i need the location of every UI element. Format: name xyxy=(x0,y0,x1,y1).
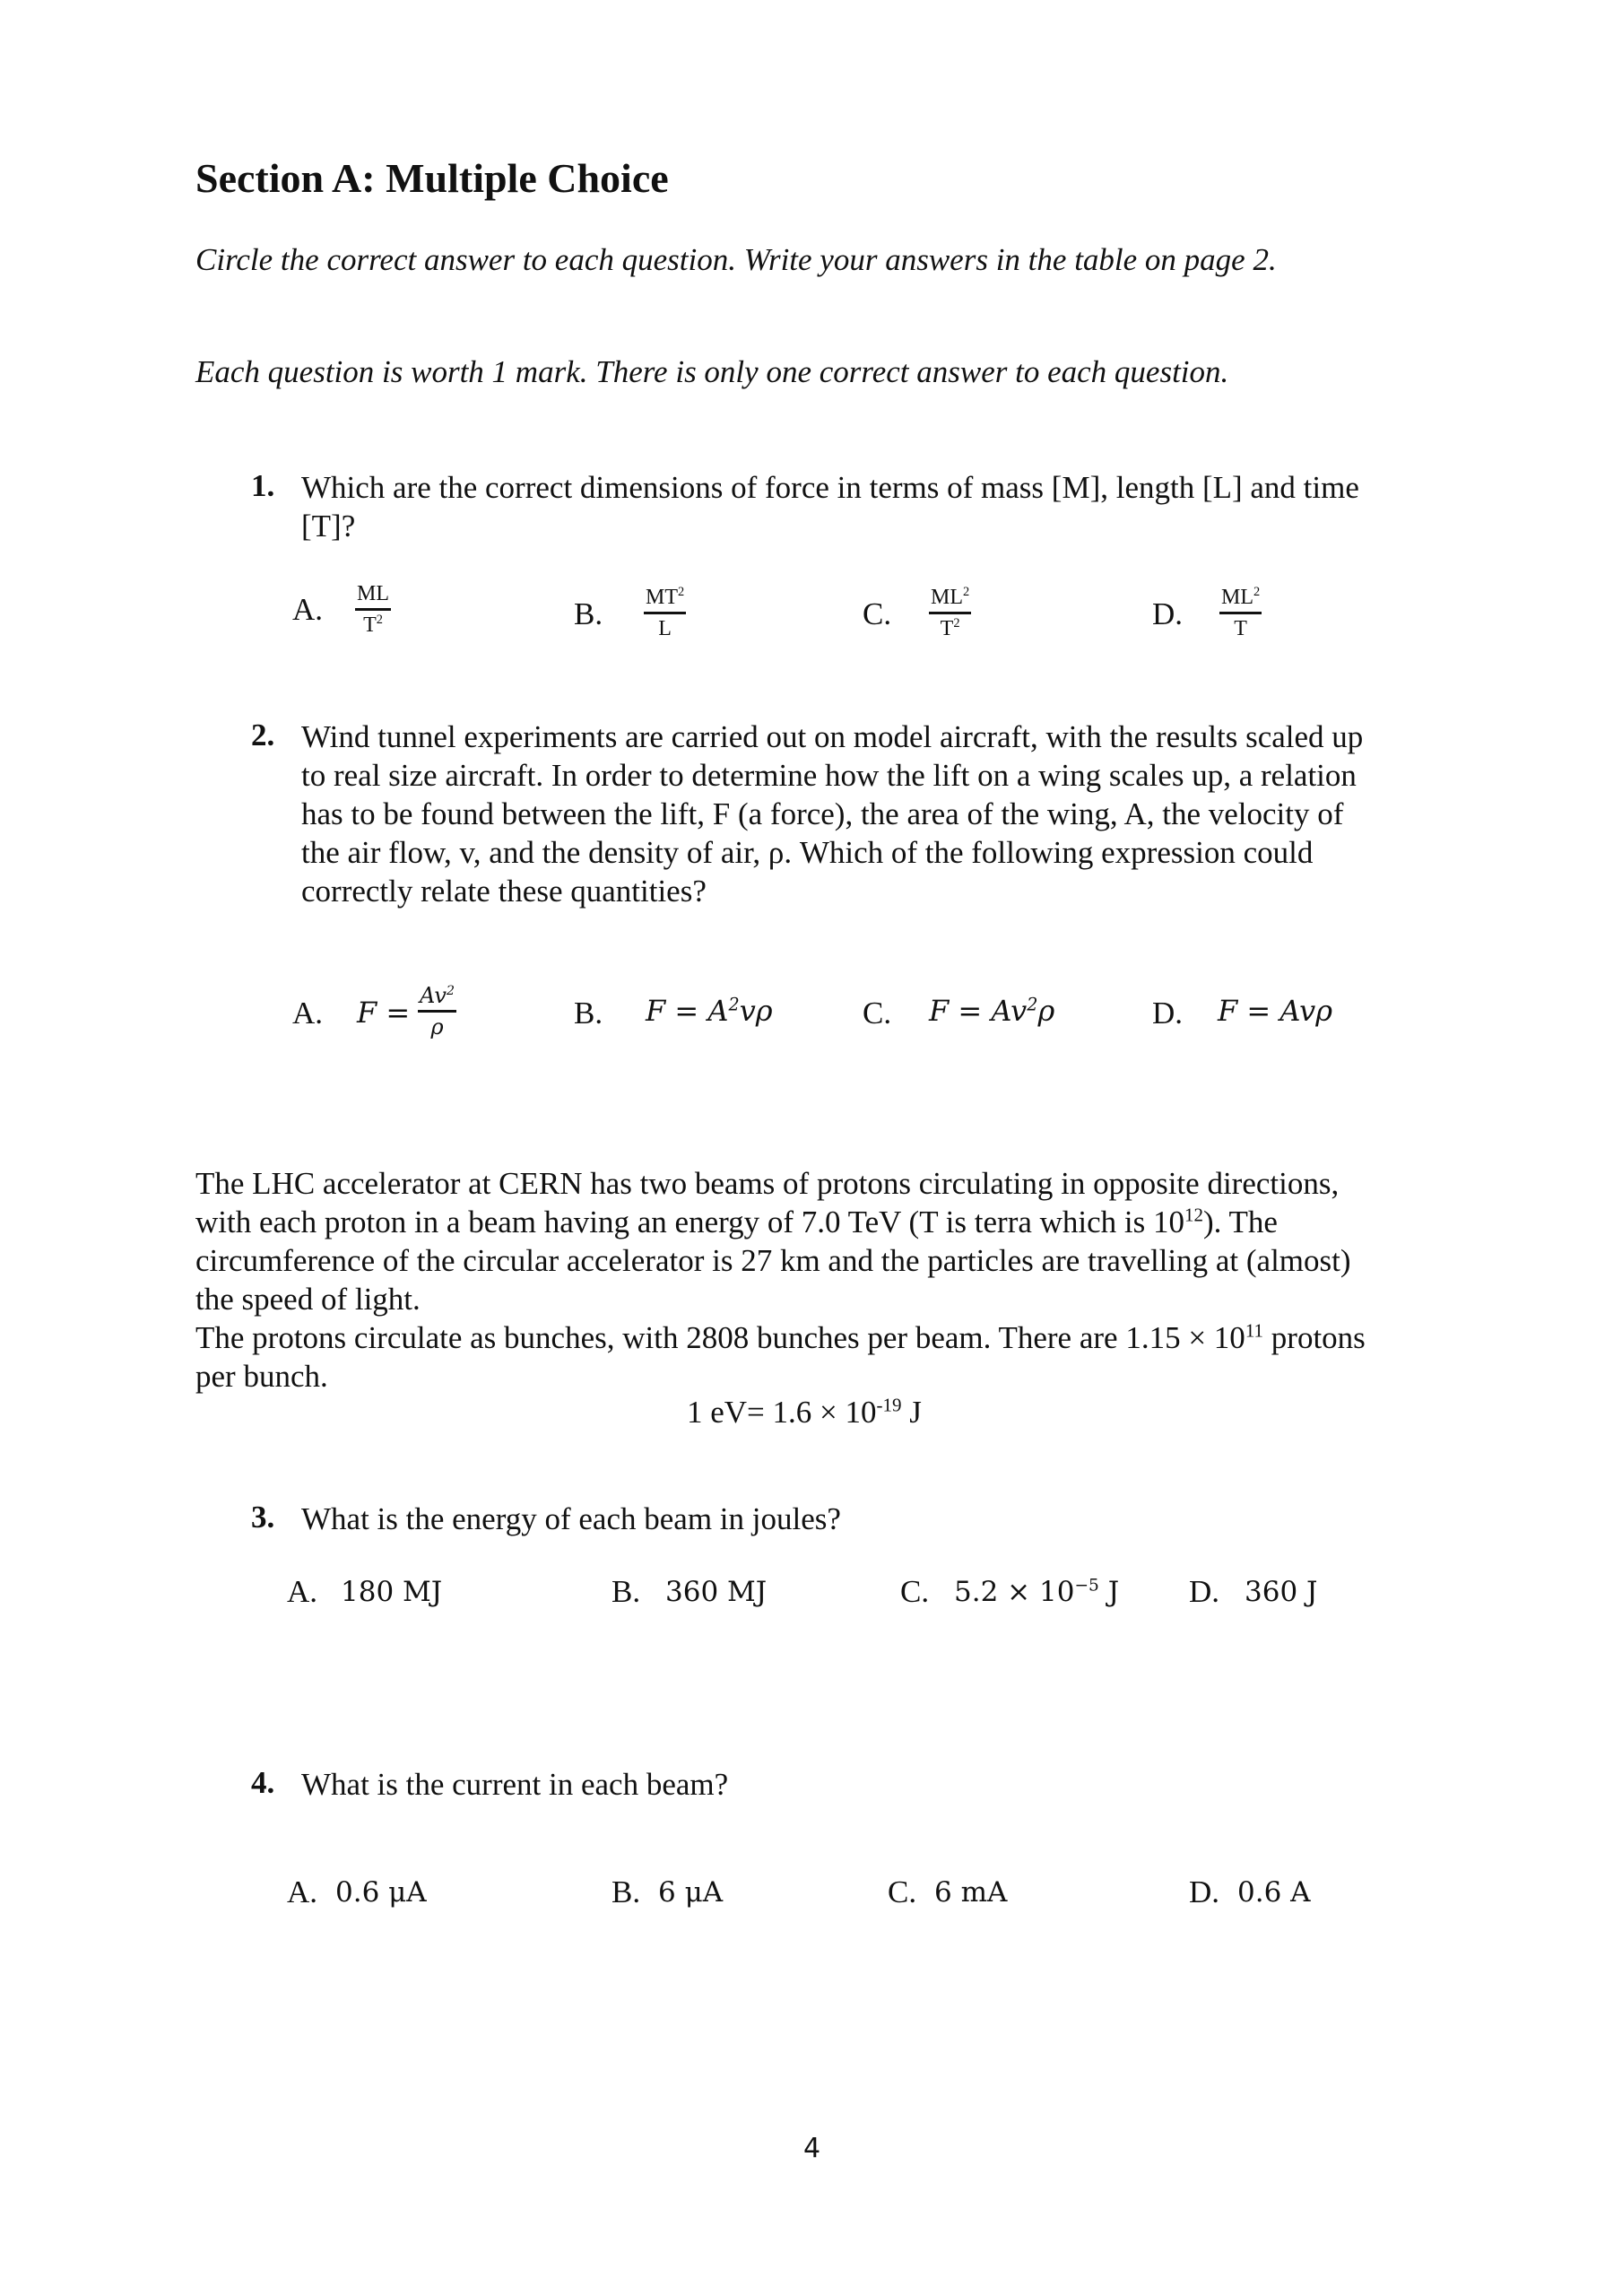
option-letter: B. xyxy=(574,596,603,631)
text: ). The xyxy=(1203,1205,1278,1239)
instruction-circle-answer: Circle the correct answer to each question. Write your answers in the table on page 2. xyxy=(195,242,1277,277)
denominator: ρ xyxy=(430,1014,444,1039)
electronvolt-constant xyxy=(687,1395,922,1431)
question-text xyxy=(301,468,1467,545)
question-text-line: Which are the correct dimensions of force in terms of mass [M], length [L] and time xyxy=(301,470,1359,505)
question-text: What is the energy of each beam in joules? xyxy=(301,1501,841,1536)
question-number: 1. xyxy=(251,468,275,503)
option-letter: B. xyxy=(612,1574,641,1609)
text: with each proton in a beam having an energy of 7.0 TeV (T is terra which is 10 xyxy=(195,1205,1185,1239)
paragraph-line xyxy=(195,1203,1451,1241)
option-value: 360 J xyxy=(1245,1576,1318,1608)
question-text-line: the air flow, v, and the density of air, ρ. Which of the following expression could xyxy=(301,835,1314,870)
exponent: −5 xyxy=(1074,1576,1099,1596)
numerator-exponent: 2 xyxy=(678,585,685,599)
option-letter: A. xyxy=(292,592,324,627)
paragraph-line: The LHC accelerator at CERN has two beams of protons circulating in opposite directions, xyxy=(195,1166,1340,1201)
option-letter: C. xyxy=(900,1574,930,1609)
lhc-context-paragraph xyxy=(195,1164,1451,1396)
question-number: 4. xyxy=(251,1765,275,1800)
question-text-line: has to be found between the lift, F (a force), the area of the wing, A, the velocity of xyxy=(301,796,1344,831)
paragraph-line: the speed of light. xyxy=(195,1282,421,1317)
option-letter: C. xyxy=(863,596,892,631)
question-text-line: correctly relate these quantities? xyxy=(301,874,707,909)
option-fraction xyxy=(929,585,971,641)
text: protons xyxy=(1263,1320,1366,1355)
numerator: ML xyxy=(1221,586,1253,609)
option-lhs: F = xyxy=(357,996,411,1030)
option-value: 0.6 μA xyxy=(335,1876,427,1909)
option-value: 360 MJ xyxy=(665,1576,768,1608)
option-letter: C. xyxy=(863,996,892,1031)
text: The protons circulate as bunches, with 2808 bunches per beam. There are 1.15 × 10 xyxy=(195,1320,1245,1355)
numerator: ML xyxy=(357,582,389,605)
denominator-exponent: 2 xyxy=(953,616,960,631)
fraction-bar xyxy=(355,608,391,611)
question-text-line: [T]? xyxy=(301,509,356,544)
option-value: 6 μA xyxy=(658,1876,724,1909)
option-value: 0.6 A xyxy=(1237,1876,1311,1909)
option-expression xyxy=(646,994,773,1028)
exponent: 2 xyxy=(728,994,740,1015)
option-letter: B. xyxy=(574,996,603,1031)
paragraph-line xyxy=(195,1318,1451,1357)
numerator: ML xyxy=(931,586,963,609)
numerator: MT xyxy=(646,586,678,609)
question-number: 2. xyxy=(251,718,275,752)
denominator: T xyxy=(940,617,954,640)
option-letter: A. xyxy=(287,1574,318,1609)
option-value: 6 mA xyxy=(934,1876,1008,1909)
option-value: 180 MJ xyxy=(341,1576,443,1608)
exponent: 2 xyxy=(1027,994,1038,1015)
option-fraction xyxy=(1219,585,1262,641)
expression-part: ρ xyxy=(1037,994,1055,1028)
option-letter: C. xyxy=(888,1874,917,1909)
question-text-line: to real size aircraft. In order to determine how the lift on a wing scales up, a relation xyxy=(301,758,1357,793)
exponent: 11 xyxy=(1245,1319,1264,1342)
expression-part: vρ xyxy=(739,994,773,1028)
denominator-exponent: 2 xyxy=(376,613,383,627)
option-letter: A. xyxy=(292,996,324,1031)
value-unit: J xyxy=(1098,1576,1120,1608)
option-expression: F = Avρ xyxy=(1218,994,1333,1028)
exponent: 12 xyxy=(1184,1204,1204,1226)
paragraph-line: circumference of the circular accelerator is 27 km and the particles are travelling at (almost) xyxy=(195,1243,1351,1278)
numerator-exponent: 2 xyxy=(963,585,970,599)
denominator: T xyxy=(1234,617,1247,640)
option-fraction xyxy=(644,585,686,641)
section-title: Section A: Multiple Choice xyxy=(195,155,669,201)
expression-part: F = A xyxy=(646,994,729,1028)
option-letter: D. xyxy=(1152,996,1184,1031)
value-base: 5.2 × 10 xyxy=(954,1576,1075,1608)
numerator: Av xyxy=(420,983,447,1008)
paragraph-line: per bunch. xyxy=(195,1359,328,1394)
text: 1 eV= 1.6 × 10 xyxy=(687,1395,877,1430)
option-letter: D. xyxy=(1189,1874,1220,1909)
option-letter: D. xyxy=(1189,1574,1220,1609)
option-expression xyxy=(929,994,1054,1028)
question-number: 3. xyxy=(251,1500,275,1535)
exponent: -19 xyxy=(876,1394,902,1416)
instruction-marks: Each question is worth 1 mark. There is only one correct answer to each question. xyxy=(195,354,1229,389)
question-text: What is the current in each beam? xyxy=(301,1767,729,1802)
question-text-line: Wind tunnel experiments are carried out on model aircraft, with the results scaled up xyxy=(301,719,1364,754)
fraction-bar xyxy=(929,612,971,614)
numerator-exponent: 2 xyxy=(1253,585,1261,599)
text: J xyxy=(901,1395,922,1430)
fraction-bar xyxy=(418,1010,456,1013)
expression-part: F = Av xyxy=(929,994,1028,1028)
option-fraction xyxy=(355,581,391,638)
option-letter: A. xyxy=(287,1874,318,1909)
denominator: T xyxy=(363,613,377,637)
page-number: 4 xyxy=(803,2133,821,2164)
question-text xyxy=(301,718,1485,910)
numerator-exponent: 2 xyxy=(446,984,455,998)
option-fraction xyxy=(418,983,456,1039)
option-letter: D. xyxy=(1152,596,1184,631)
option-value xyxy=(954,1576,1119,1608)
option-letter: B. xyxy=(612,1874,641,1909)
denominator: L xyxy=(658,617,672,640)
fraction-bar xyxy=(1219,612,1262,614)
fraction-bar xyxy=(644,612,686,614)
